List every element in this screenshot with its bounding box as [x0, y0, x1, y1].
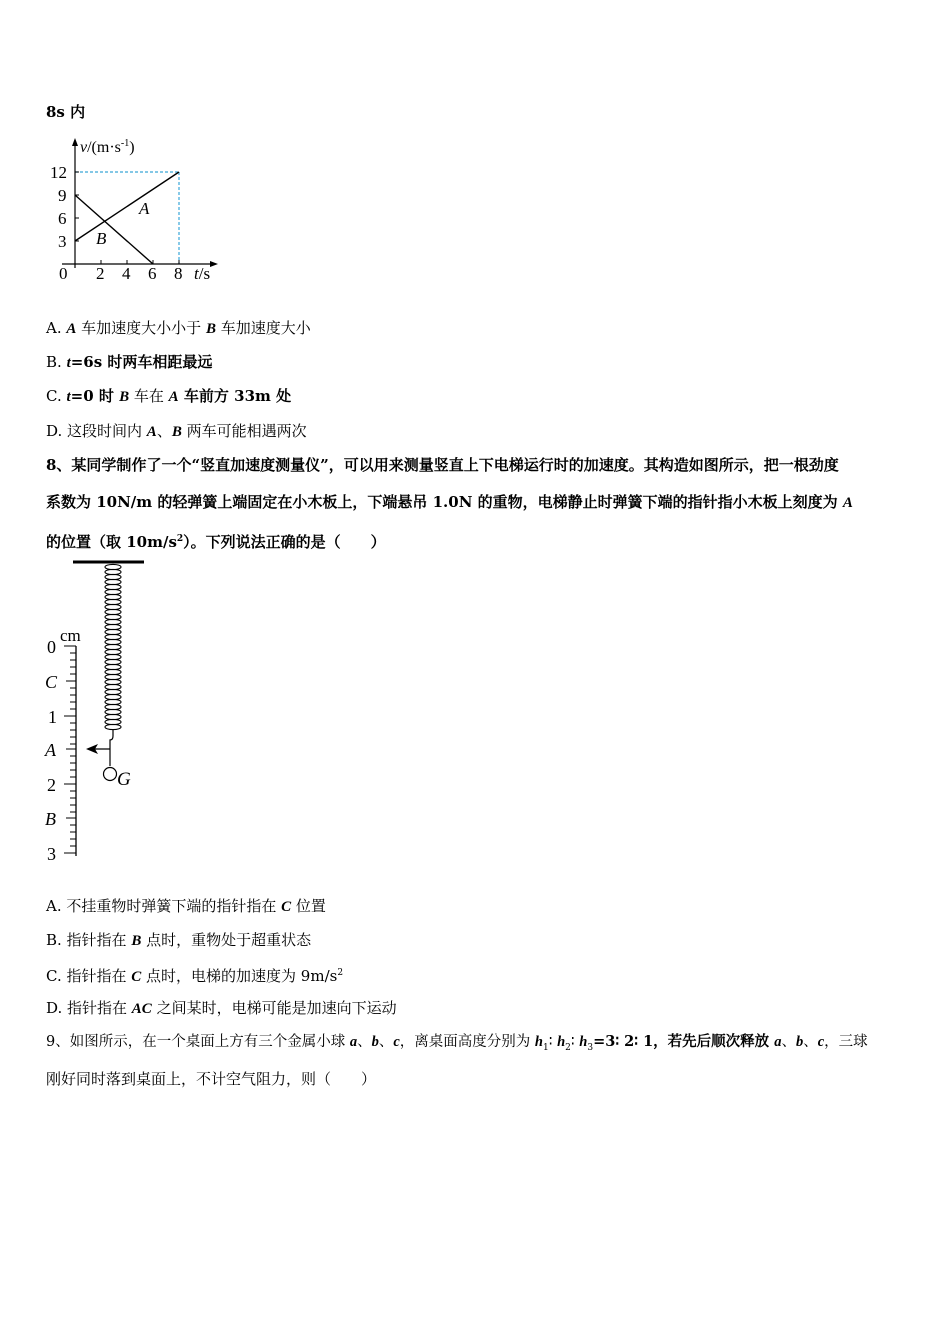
option-b: B. t=6s 时两车相距最远 [46, 353, 213, 371]
scale-label-2: 2 [47, 775, 56, 795]
scale-label-c: C [45, 672, 58, 692]
question-9-line-1: 9、如图所示，在一个桌面上方有三个金属小球 a、b、c，离桌面高度分别为 $h_1∶$ $h_2∶$ $h_3=3∶$ 2∶ 1，若先后顺次释放 a、b、c，三球 [46, 1033, 868, 1053]
scale-label-b: B [45, 809, 56, 829]
y-axis-arrow [72, 138, 78, 146]
weight [104, 768, 117, 781]
question-9-line-2: 刚好同时落到桌面上，不计空气阻力，则（ ） [46, 1070, 377, 1088]
x-tick-label: 8 [174, 264, 183, 283]
y-tick-label: 3 [58, 232, 67, 251]
spring-diagram [40, 556, 160, 866]
option-a: A. A 车加速度大小小于 B 车加速度大小 [46, 319, 311, 337]
line-b-label: B [96, 229, 107, 248]
x-tick-label: 6 [148, 264, 157, 283]
line-a-label: A [139, 199, 150, 218]
x-axis-label: t/s [194, 264, 211, 283]
velocity-time-graph [44, 132, 234, 292]
option-c: C. t=0 时 B 车在 A 车前方 33m 处 [46, 387, 292, 405]
y-tick-label: 12 [50, 163, 67, 182]
question-8-line-1: 8、某同学制作了一个“竖直加速度测量仪”，可以用来测量竖直上下电梯运行时的加速度。其构造如图所示，把一根劲度 [46, 456, 839, 474]
option-d: D. 指针指在 AC 之间某时，电梯可能是加速向下运动 [46, 999, 397, 1017]
x-tick-label: 0 [59, 264, 68, 283]
y-tick-label: 9 [58, 186, 67, 205]
option-c: C. 指针指在 C 点时，电梯的加速度为 $9m/s^2$ [46, 967, 344, 985]
scale-label-a: A [45, 740, 56, 760]
x-tick-label: 2 [96, 264, 105, 283]
weight-label: G [117, 769, 131, 790]
line-a [75, 172, 179, 241]
x-axis-arrow [210, 261, 218, 267]
ruler-ticks [64, 646, 76, 853]
question-8-line-3: 的位置（取 $10m/s^2$）。下列说法正确的是（ ） [46, 533, 386, 551]
spring-coils [105, 564, 121, 729]
option-a: A. 不挂重物时弹簧下端的指针指在 C 位置 [46, 897, 326, 915]
y-tick-label: 6 [58, 209, 67, 228]
intro-text: 8s 内 [46, 103, 86, 121]
scale-label-0: 0 [47, 637, 56, 657]
x-tick-label: 4 [122, 264, 131, 283]
option-b: B. 指针指在 B 点时，重物处于超重状态 [46, 931, 312, 949]
question-8-line-2: 系数为 10N/m 的轻弹簧上端固定在小木板上，下端悬吊 1.0N 的重物，电梯静止时弹簧下端的指针指小木板上刻度为 A [46, 493, 853, 511]
option-d: D. 这段时间内 A、B 两车可能相遇两次 [46, 422, 307, 440]
ruler-unit: cm [60, 626, 81, 645]
scale-label-1: 1 [48, 707, 57, 727]
y-axis-label: $v/(m\cdot s^{-1})$ [80, 138, 135, 156]
scale-label-3: 3 [47, 844, 56, 864]
